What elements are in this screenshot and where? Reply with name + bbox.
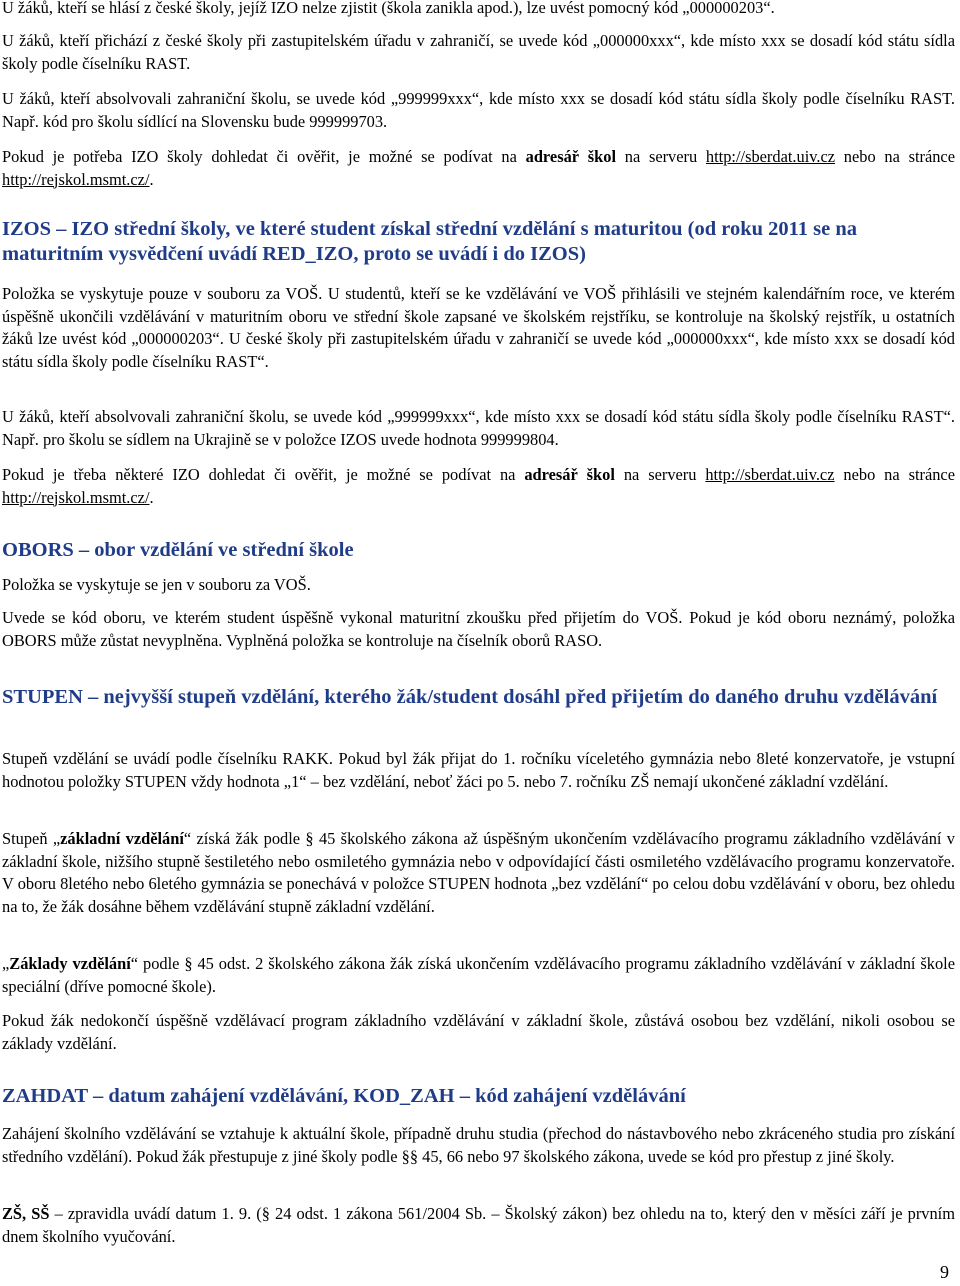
heading-title: – datum zahájení vzdělávání, — [87, 1085, 354, 1107]
heading-stupen — [2, 685, 955, 710]
heading-code: OBORS — [2, 539, 74, 561]
paragraph-stupen-3 — [2, 953, 955, 998]
paragraph-stupen-1: Stupeň vzdělání se uvádí podle číselníku RAKK. Pokud byl žák přijat do 1. ročníku víceletého gymnázia nebo 8leté konzervatoře, je vstupní hodnotou položky STUPEN vždy hodnota „1“ – bez vzdělání, neboť žáci po 5. nebo 7. ročníku ZŠ nemají ukončené základní vzdělání. — [2, 749, 955, 791]
paragraph-obors-1: Položka se vyskytuje se jen v souboru za VOŠ. — [2, 575, 311, 594]
heading-izos — [2, 217, 955, 267]
heading-title: – obor vzdělání ve střední škole — [73, 539, 354, 561]
text: na serveru — [616, 147, 706, 166]
paragraph-izos-2: U žáků, kteří absolvovali zahraniční školu, se uvede kód „999999xxx“, kde místo xxx se dosadí kód státu sídla školy podle číselníku RAST“. Např. pro školu se sídlem na Ukrajině se v položce IZOS uvede hodnota 999999804. — [2, 407, 955, 449]
adresar-skol-bold: adresář škol — [525, 147, 617, 166]
paragraph-zastupitelsky-urad: U žáků, kteří přichází z české školy při zastupitelském úřadu v zahraničí, se uvede kód „000000xxx“, kde místo xxx se dosadí kód státu sídla školy podle číselníku RAST. — [2, 31, 955, 73]
text: “ získá žák podle § 45 školského zákona až úspěšným ukončením vzdělávacího programu základního vzdělávání v základní škole, nižšího stupně šestiletého nebo osmiletého gymnázia nebo v odpovídající části osmiletého vzdělávacího programu konzervatoře. V oboru 8letého nebo 6letého gymnázia se ponechává v položce STUPEN hodnota „bez vzdělání“ po celou dobu vzdělávání v oboru, bez ohledu na to, že žák dosáhne během vzdělávání stupně základní vzdělání. — [2, 829, 955, 916]
text: – zpravidla uvádí datum 1. 9. (§ 24 odst. 1 zákona 561/2004 Sb. – Školský zákon) bez ohledu na to, který den v měsíci září je prvním dnem školního vyučování. — [2, 1204, 955, 1246]
paragraph-izos-1: Položka se vyskytuje pouze v souboru za VOŠ. U studentů, kteří se ke vzdělávání ve VOŠ přihlásili ve stejném kalendářním roce, ve kterém úspěšně ukončili vzdělávání v maturitním oboru ve střední škole zapsané ve školském rejstříku, se kontroluje na školský rejstřík, u ostatních žáků lze uvést kód „000000203“. U české školy při zastupitelském úřadu v zahraničí se uvede kód „000000xxx“, kde místo xxx se dosadí kód státu sídla školy podle číselníku RAST“. — [2, 284, 955, 371]
sberdat-link[interactable]: http://sberdat.uiv.cz — [705, 147, 836, 166]
text: nebo na stránce — [834, 465, 955, 484]
paragraph-izos-3 — [2, 464, 955, 509]
sberdat-link[interactable]: http://sberdat.uiv.cz — [705, 465, 835, 484]
text: nebo na stránce — [835, 147, 955, 166]
text: Pokud je třeba některé IZO dohledat či ověřit, je možné se podívat na — [2, 465, 525, 484]
text: Pokud je potřeba IZO školy dohledat či ověřit, je možné se podívat na — [2, 147, 526, 166]
adresar-skol-bold: adresář škol — [524, 465, 615, 484]
text: na serveru — [614, 465, 706, 484]
paragraph-zahdat-1: Zahájení školního vzdělávání se vztahuje k aktuální škole, případně druhu studia (přechod do nástavbového nebo zkráceného studia pro získání středního vzdělání). Pokud žák přestupuje z jiné školy podle §§ 45, 66 nebo 97 školského zákona, uvede se kód pro přestup z jiné školy. — [2, 1124, 955, 1166]
heading-title: – kód zahájení vzdělávání — [454, 1085, 686, 1107]
heading-zahdat — [2, 1084, 955, 1109]
zaklady-vzdelani-bold: Základy vzdělání — [9, 954, 131, 973]
rejskol-link[interactable]: http://rejskol.msmt.cz/ — [2, 169, 150, 189]
zakladni-vzdelani-bold: základní vzdělání — [60, 829, 184, 848]
heading-obors — [2, 538, 955, 563]
paragraph-dohledat-izo — [2, 146, 955, 191]
heading-title: – nejvyšší stupeň vzdělání, kterého žák/student dosáhl před přijetím do daného druhu vzdělávání — [82, 686, 938, 708]
zs-ss-bold: ZŠ, SŠ — [2, 1204, 50, 1223]
paragraph-zahdat-2 — [2, 1203, 955, 1248]
text: Stupeň „ — [2, 829, 61, 848]
text: . — [149, 169, 154, 189]
text: “ podle § 45 odst. 2 školského zákona žák získá ukončením vzdělávacího programu základního vzdělávání v základní škole speciální (dříve pomocné škole). — [2, 954, 955, 996]
text: „ — [2, 954, 10, 973]
paragraph-pomocny-kod: U žáků, kteří se hlásí z české školy, jejíž IZO nelze zjistit (škola zanikla apod.), lze uvést pomocný kód „000000203“. — [2, 0, 775, 17]
paragraph-stupen-4: Pokud žák nedokončí úspěšně vzdělávací program základního vzdělávání v základní škole, zůstává osobou bez vzdělání, nikoli osobou se základy vzdělání. — [2, 1011, 955, 1053]
rejskol-link[interactable]: http://rejskol.msmt.cz/ — [2, 487, 150, 507]
heading-code: ZAHDAT — [2, 1085, 88, 1107]
heading-code: IZOS — [2, 218, 51, 240]
heading-code: STUPEN — [2, 686, 83, 708]
paragraph-stupen-2 — [2, 828, 955, 918]
text: . — [149, 487, 154, 507]
paragraph-zahranicni-skola: U žáků, kteří absolvovali zahraniční školu, se uvede kód „999999xxx“, kde místo xxx se dosadí kód státu sídla školy podle číselníku RAST. Např. kód pro školu sídlící na Slovensku bude 999999703. — [2, 89, 955, 131]
page-number: 9 — [940, 1262, 949, 1282]
heading-title: – IZO střední školy, ve které student získal střední vzdělání s maturitou (od roku 2011 se na maturitním vysvědčení uvádí RED_IZO, proto se uvádí i do IZOS) — [2, 218, 858, 265]
heading-code: KOD_ZAH — [353, 1085, 455, 1107]
paragraph-obors-2: Uvede se kód oboru, ve kterém student úspěšně vykonal maturitní zkoušku před přijetím do VOŠ. Pokud je kód oboru neznámý, položka OBORS může zůstat nevyplněna. Vyplněná položka se kontroluje na číselník oborů RASO. — [2, 608, 955, 650]
